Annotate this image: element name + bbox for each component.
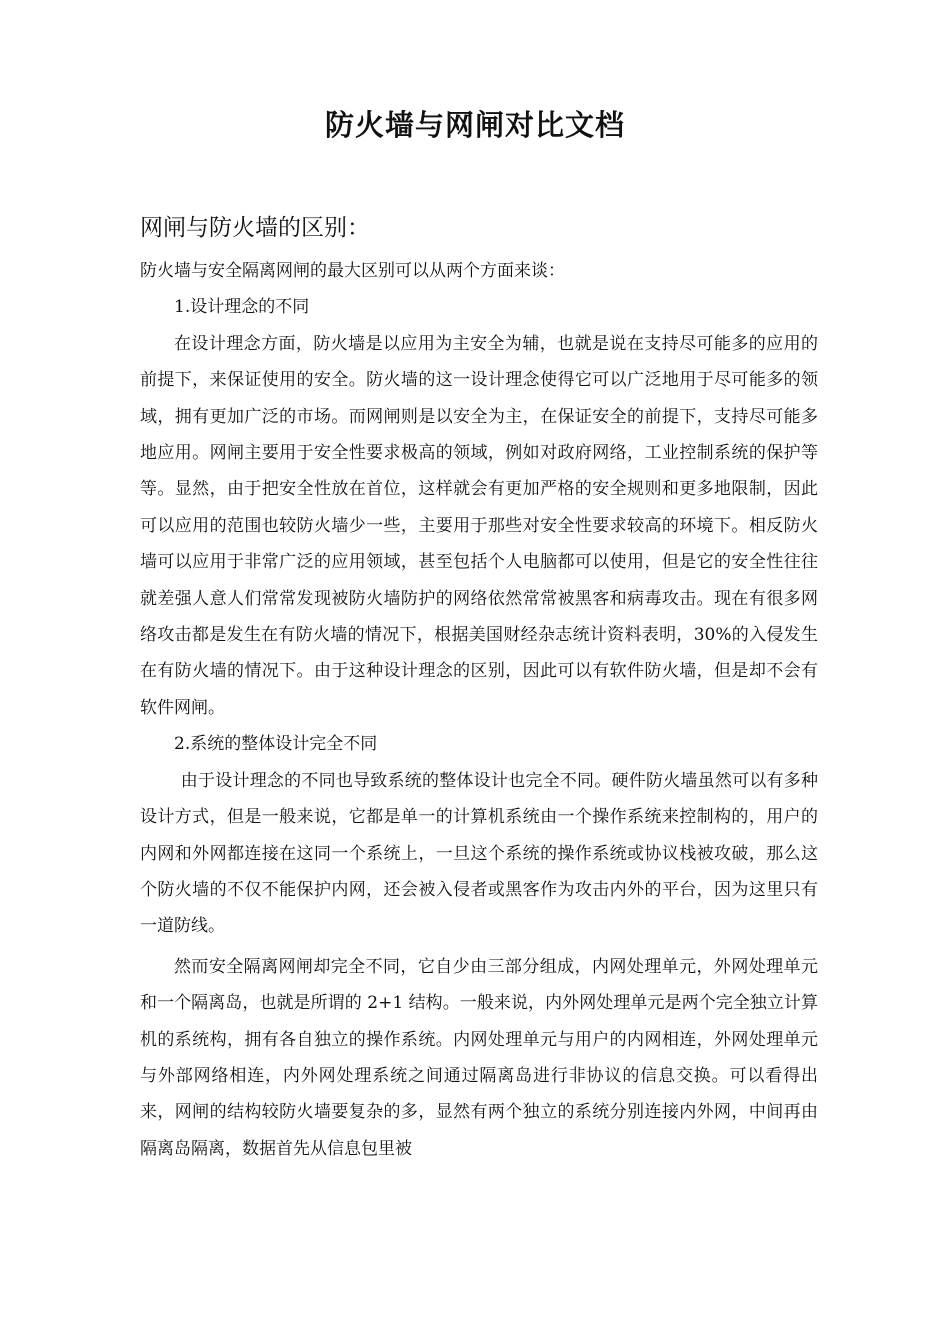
point2-heading: 2.系统的整体设计完全不同 [174,734,378,755]
point1-paragraph: 在设计理念方面，防火墙是以应用为主安全为辅，也就是说在支持尽可能多的应用的前提下，来保证使用的安全。防火墙的这一设计理念使得它可以广泛地用于尽可能多的领域，拥有更加广泛的市场。而网闸则是以安全为主，在保证安全的前提下，支持尽可能多地应用。网闸主要用于安全性要求极高的领域，例如对政府网络，工业控制系统的保护等等。显然，由于把安全性放在首位，这样就会有更加严格的安全规则和更多地限制，因此可以应用的范围也较防火墙少一些，主要用于那些对安全性要求较高的环境下。相反防火墙可以应用于非常广泛的应用领域，甚至包括个人电脑都可以使用，但是它的安全性往往就差强人意人们常常发现被防火墙防护的网络依然常常被黑客和病毒攻击。现在有很多网络攻击都是发生在有防火墙的情况下，根据美国财经杂志统计资料表明，30%的入侵发生在有防火墙的情况下。由于这种设计理念的区别，因此可以有软件防火墙，但是却不会有软件网闸。 [140,333,818,718]
point1-heading: 1.设计理念的不同 [174,297,310,318]
point2-paragraph: 由于设计理念的不同也导致系统的整体设计也完全不同。硬件防火墙虽然可以有多种设计方式，但是一般来说，它都是单一的计算机系统由一个操作系统来控制构的，用户的内网和外网都连接在这同一个系统上，一旦这个系统的操作系统或协议栈被攻破，那么这个防火墙的不仅不能保护内网，还会被入侵者或黑客作为攻击内外的平台，因为这里只有一道防线。 [140,770,818,937]
document-title: 防火墙与网闸对比文档 [324,108,625,142]
intro-paragraph: 防火墙与安全隔离网闸的最大区别可以从两个方面来谈： [140,261,565,281]
section-heading: 网闸与防火墙的区别： [140,215,370,241]
point2-paragraph-2: 然而安全隔离网闸却完全不同，它自少由三部分组成，内网处理单元，外网处理单元和一个隔离岛，也就是所谓的 2+1 结构。一般来说，内外网处理单元是两个完全独立计算机的系统构，拥有各自独立的操作系统。内网处理单元与用户的内网相连，外网处理单元与外部网络相连，内外网处理系统之间通过隔离岛进行非协议的信息交换。可以看得出来，网闸的结构较防火墙要复杂的多，显然有两个独立的系统分别连接内外网，中间再由隔离岛隔离，数据首先从信息包里被 [140,956,818,1159]
document-body [140,253,818,1167]
